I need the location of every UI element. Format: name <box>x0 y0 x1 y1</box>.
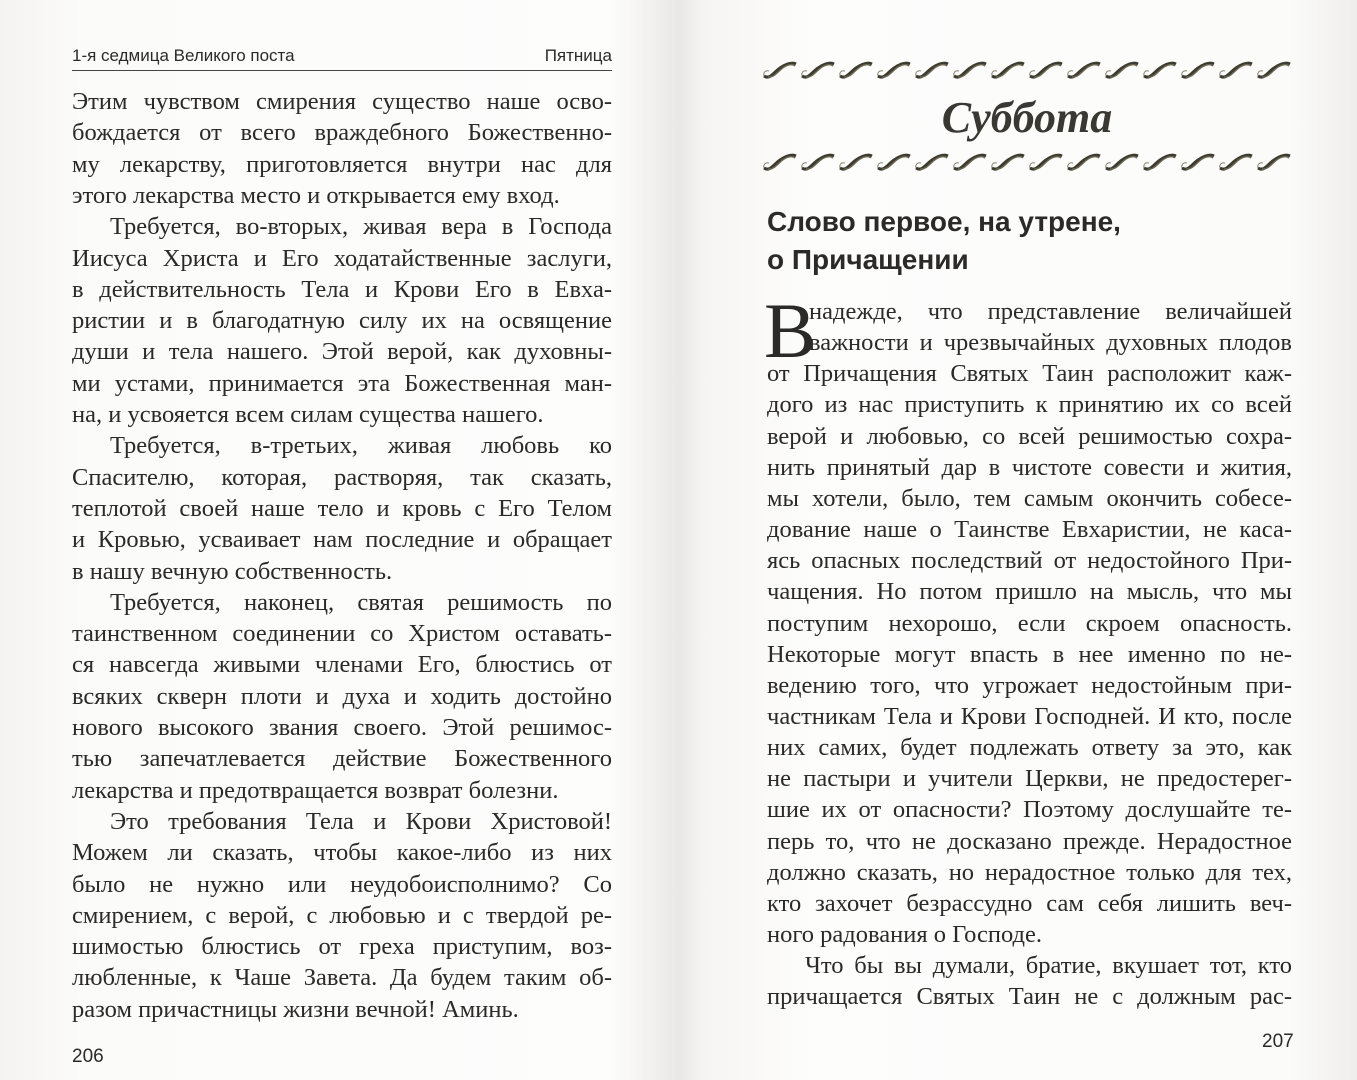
text-line: Что бы вы думали, братие, вкушает тот, кто <box>805 952 1292 980</box>
text-line: причащается Святых Таин не с должным рас- <box>767 983 1292 1011</box>
swirl-ornament-icon <box>1256 150 1292 174</box>
text-line: поступим нехорошо, если скроем опасность. <box>767 609 1292 637</box>
text-line: дого из нас приступить к принятию их со всей <box>767 391 1292 419</box>
text-line: Иисуса Христа и Его ходатайственные заслуги, <box>72 244 612 272</box>
text-line: души и тела нашего. Этой верой, как духовны- <box>72 338 612 366</box>
sermon-heading-line-1: Слово первое, на утрене, <box>767 206 1121 237</box>
swirl-ornament-icon <box>1028 150 1064 174</box>
swirl-ornament-icon <box>1104 58 1140 82</box>
swirl-ornament-icon <box>876 150 912 174</box>
swirl-ornament-icon <box>1256 58 1292 82</box>
swirl-ornament-icon <box>1142 150 1178 174</box>
text-line: кто захочет безрассудно сам себя лишить веч- <box>767 889 1292 917</box>
swirl-ornament-icon <box>762 150 798 174</box>
right-page <box>680 0 1357 1080</box>
text-line: нового высокого звания своего. Этой решимос- <box>72 714 612 741</box>
text-line: теплотой своей наше тело и кровь с Его Телом <box>72 494 612 522</box>
sermon-heading-line-2: о Причащении <box>767 244 969 275</box>
text-line: нить принятый дар в чистоте совести и жития, <box>767 453 1292 481</box>
text-line: таинственном соединении со Христом оставать- <box>72 620 612 648</box>
text-line: дование наше о Таинстве Евхаристии, не каса- <box>767 516 1292 544</box>
text-line: ного радования о Господе. <box>767 921 1042 948</box>
swirl-ornament-icon <box>952 150 988 174</box>
text-line: шимостью блюстись от греха приступим, воз- <box>72 933 612 961</box>
text-line: всяких скверн плоти и духа и ходить достойно <box>72 682 612 710</box>
swirl-ornament-icon <box>1104 150 1140 174</box>
ornament-bottom <box>762 150 1292 174</box>
swirl-ornament-icon <box>1142 58 1178 82</box>
text-line: на, и усвояется всем силам существа нашего. <box>72 401 544 428</box>
text-line: Спасителю, которая, растворяя, так сказать, <box>72 463 612 491</box>
swirl-ornament-icon <box>990 150 1026 174</box>
text-line: в действительность Тела и Крови Его в Евха- <box>72 275 612 303</box>
running-head-section: 1-я седмица Великого поста <box>72 46 295 65</box>
text-line: чащения. Но потом пришло на мысль, что мы <box>767 578 1292 606</box>
text-line: Требуется, в-третьих, живая любовь ко <box>110 432 612 460</box>
text-line: надежде, что представление величайшей <box>809 298 1292 325</box>
swirl-ornament-icon <box>762 58 798 82</box>
text-line: Это требования Тела и Крови Христовой! <box>110 807 612 835</box>
text-line: бождается от всего враждебного Божественно- <box>72 119 612 147</box>
text-line: любленные, к Чаше Завета. Да будем таким об- <box>72 964 612 992</box>
day-title: Суббота <box>941 93 1113 142</box>
text-line: перь то, что не досказано прежде. Нерадостное <box>767 827 1292 855</box>
swirl-ornament-icon <box>838 150 874 174</box>
swirl-ornament-icon <box>1180 150 1216 174</box>
swirl-ornament-icon <box>1066 58 1102 82</box>
running-head-day: Пятница <box>544 46 612 65</box>
swirl-ornament-icon <box>800 150 836 174</box>
page-number-left: 206 <box>72 1046 104 1067</box>
running-head <box>72 44 612 71</box>
text-line: Требуется, наконец, святая решимость по <box>110 588 612 616</box>
text-line: Требуется, во-вторых, живая вера в Господа <box>110 213 612 241</box>
text-line: этого лекарства место и открывается ему вход. <box>72 181 560 209</box>
text-line: важности и чрезвычайных духовных плодов <box>809 329 1292 357</box>
swirl-ornament-icon <box>1066 150 1102 174</box>
swirl-ornament-icon <box>1218 150 1254 174</box>
swirl-ornament-icon <box>1028 58 1064 82</box>
text-line: Можем ли сказать, чтобы какое-либо из них <box>72 839 612 867</box>
text-line: тью запечатлевается действие Божественного <box>72 745 612 773</box>
text-line: шие их от опасности? Поэтому дослушайте те- <box>767 796 1292 824</box>
swirl-ornament-icon <box>1218 58 1254 82</box>
swirl-ornament-icon <box>914 58 950 82</box>
text-line: мы хотели, было, тем самым окончить собесе- <box>767 484 1292 512</box>
text-line: Некоторые могут впасть в нее именно по не- <box>767 640 1292 668</box>
swirl-ornament-icon <box>914 150 950 174</box>
text-line: ристии и в благодатную силу их на освящение <box>72 307 612 335</box>
text-line: них самих, будет подлежать ответу за это, как <box>767 734 1292 762</box>
text-line: от Причащения Святых Таин расположит каж- <box>767 360 1292 388</box>
text-line: было не нужно или неудобоисполнимо? Со <box>72 870 612 898</box>
swirl-ornament-icon <box>990 58 1026 82</box>
text-line: разом причастницы жизни вечной! Аминь. <box>72 995 519 1023</box>
swirl-ornament-icon <box>800 58 836 82</box>
swirl-ornament-icon <box>838 58 874 82</box>
text-line: верой и любовью, со всей решимостью сохра- <box>767 422 1292 450</box>
text-line: должно сказать, но нерадостное только для тех, <box>767 858 1292 886</box>
text-line: му лекарству, приготовляется внутри нас для <box>72 150 612 178</box>
text-line: и Кровью, усваивает нам последние и обращает <box>72 526 612 554</box>
text-line: в нашу вечную собственность. <box>72 557 393 585</box>
text-line: лекарства и предотвращается возврат болезни. <box>72 776 559 804</box>
swirl-ornament-icon <box>876 58 912 82</box>
text-line: не пастыри и учители Церкви, не предостерег- <box>767 765 1292 793</box>
ornament-top <box>762 58 1292 82</box>
swirl-ornament-icon <box>1180 58 1216 82</box>
text-line: ся навсегда живыми членами Его, блюстись от <box>72 651 612 679</box>
text-line: ясь опасных последствий от недостойного При- <box>767 547 1292 575</box>
text-line: ми устами, принимается эта Божественная ман- <box>72 369 612 397</box>
text-line: Этим чувством смирения существо наше осво- <box>72 88 612 115</box>
text-line: смирением, с верой, с любовью и с твердой ре- <box>72 901 612 929</box>
swirl-ornament-icon <box>952 58 988 82</box>
drop-cap: В <box>764 287 817 374</box>
text-line: ведению того, что угрожает недостойным при- <box>767 671 1292 699</box>
page-number-right: 207 <box>1262 1031 1294 1052</box>
text-line: частникам Тела и Крови Господней. И кто, после <box>767 702 1292 730</box>
